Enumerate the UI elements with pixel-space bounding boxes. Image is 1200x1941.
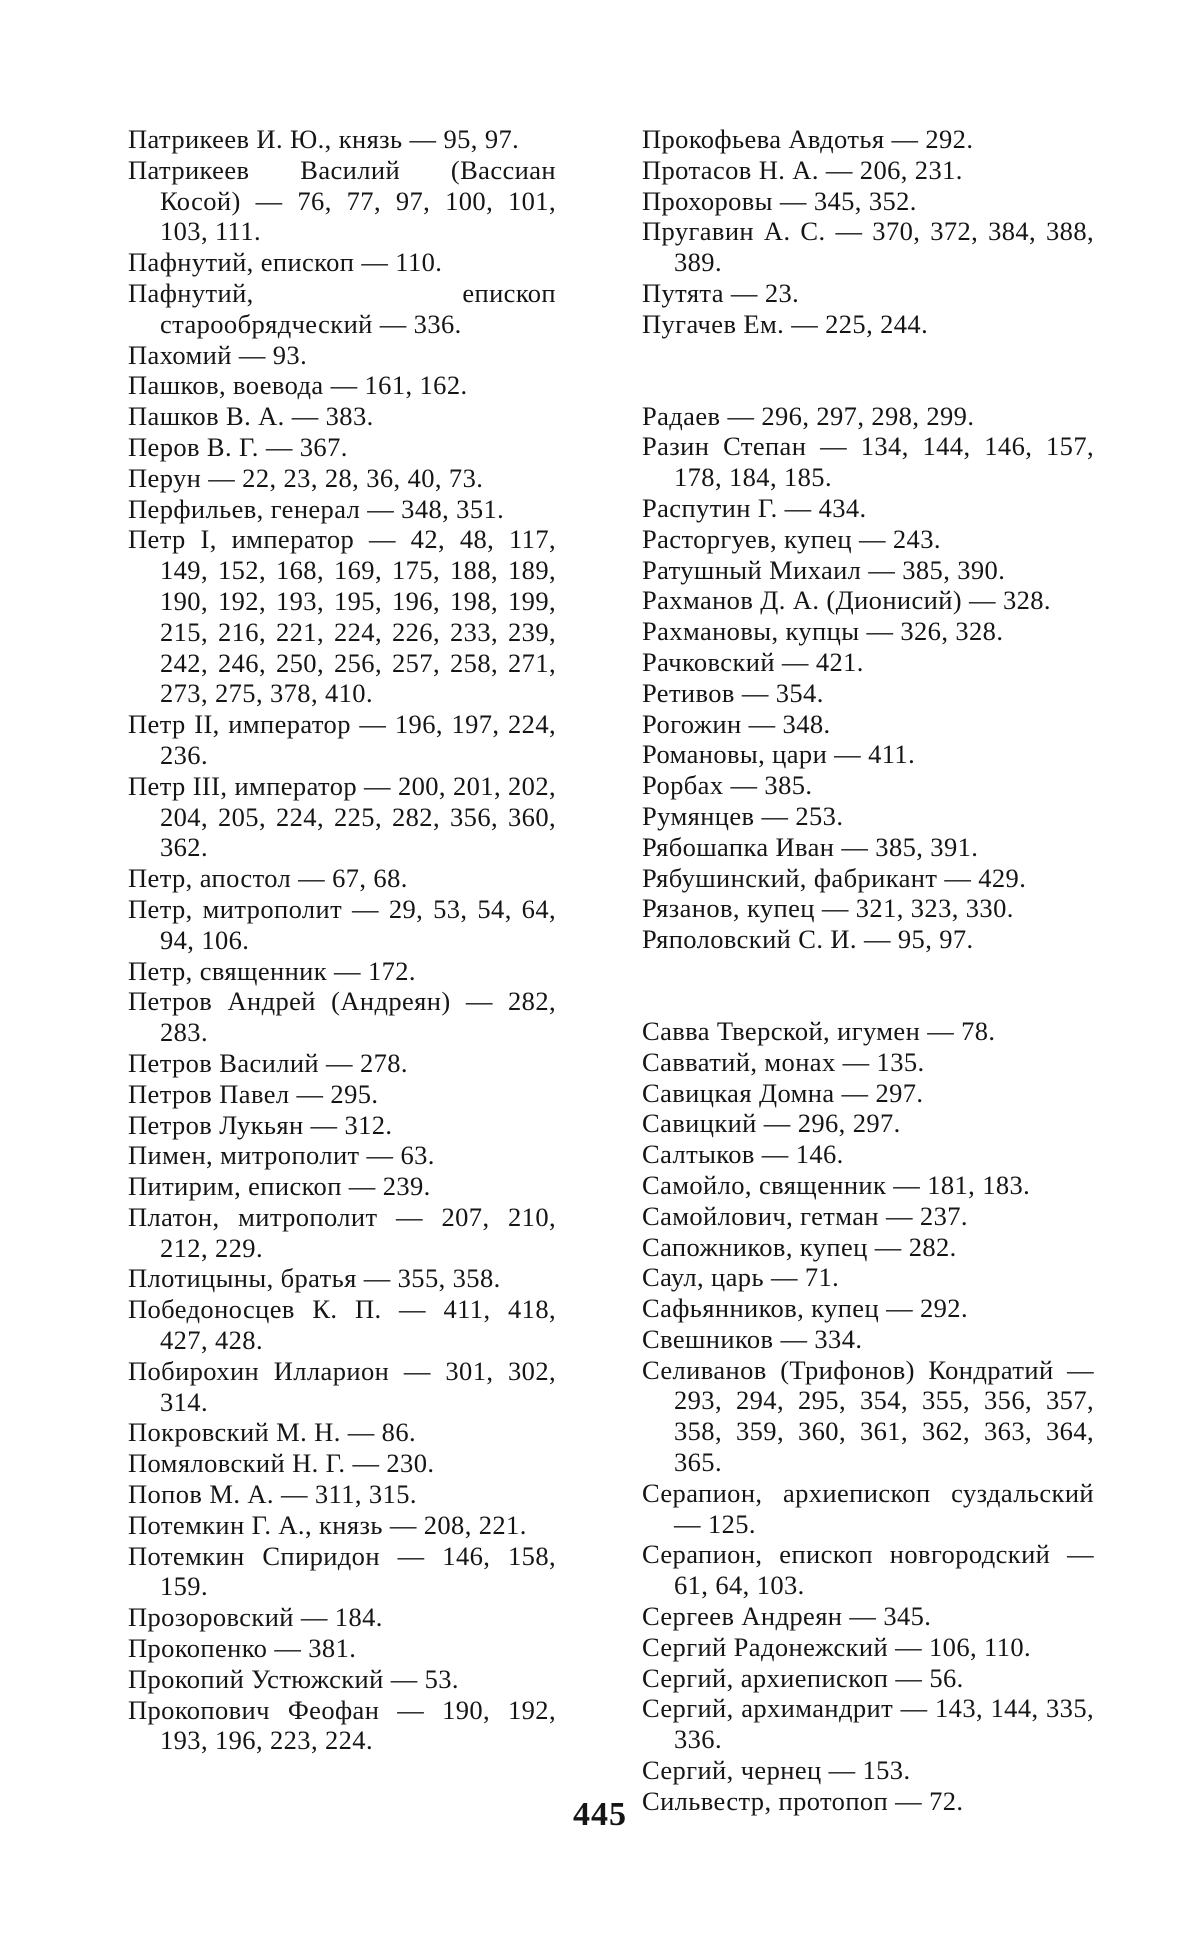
group-spacer	[642, 955, 1094, 1016]
index-entry: Сергий, архимандрит — 143, 144, 335, 336.	[642, 1693, 1094, 1755]
index-group-pr	[642, 124, 1094, 340]
index-entry: Сергий, чернец — 153.	[642, 1755, 911, 1786]
index-entry: Сергеев Андреян — 345.	[642, 1601, 932, 1632]
index-entry: Серапион, архиепископ суздальский — 125.	[642, 1477, 1094, 1539]
index-entry: Путята — 23.	[642, 277, 800, 308]
index-entry: Петров Василий — 278.	[128, 1047, 408, 1078]
index-entry: Пашков, воевода — 161, 162.	[128, 370, 468, 401]
index-entry: Разин Степан — 134, 144, 146, 157, 178, 184, 185.	[642, 431, 1094, 493]
index-entry: Прокопович Феофан — 190, 192, 193, 196, 223, 224.	[128, 1694, 556, 1756]
index-entry: Радаев — 296, 297, 298, 299.	[642, 400, 975, 431]
index-entry: Рахмановы, купцы — 326, 328.	[642, 616, 1004, 647]
index-entry: Петров Андрей (Андреян) — 282, 283.	[128, 986, 556, 1048]
index-entry: Патрикеев И. Ю., князь — 95, 97.	[128, 124, 520, 154]
index-entry: Пафнутий, епископ — 110.	[128, 247, 443, 278]
index-entry: Рябошапка Иван — 385, 391.	[642, 831, 979, 862]
index-entry: Распутин Г. — 434.	[642, 492, 867, 523]
index-entry: Петр, митрополит — 29, 53, 54, 64, 94, 106.	[128, 893, 556, 955]
index-entry: Пимен, митрополит — 63.	[128, 1140, 435, 1171]
index-entry: Румянцев — 253.	[642, 800, 844, 831]
index-entry: Пругавин А. С. — 370, 372, 384, 388, 389.	[642, 216, 1094, 278]
index-entry: Сафьянников, купец — 292.	[642, 1293, 968, 1324]
index-column-right	[642, 124, 1094, 1817]
index-entry: Прокопенко — 381.	[128, 1633, 357, 1664]
index-entry: Самойлович, гетман — 237.	[642, 1200, 968, 1231]
index-entry: Патрикеев Василий (Вассиан Косой) — 76, 77, 97, 100, 101, 103, 111.	[128, 154, 556, 247]
index-group-s	[642, 1016, 1094, 1817]
index-entry: Серапион, епископ новгородский — 61, 64, 103.	[642, 1539, 1094, 1601]
index-entry: Петр III, император — 200, 201, 202, 204, 205, 224, 225, 282, 356, 360, 362.	[128, 770, 556, 863]
index-entry: Петр, священник — 172.	[128, 955, 416, 986]
index-entry: Рязанов, купец — 321, 323, 330.	[642, 893, 1014, 924]
index-entry: Прокофьева Авдотья — 292.	[642, 124, 974, 154]
index-entry: Савицкая Домна — 297.	[642, 1077, 924, 1108]
index-entry: Платон, митрополит — 207, 210, 212, 229.	[128, 1201, 556, 1263]
index-entry: Свешников — 334.	[642, 1323, 863, 1354]
page-number: 445	[573, 1796, 627, 1833]
index-entry: Ратушный Михаил — 385, 390.	[642, 554, 1006, 585]
index-entry: Самойло, священник — 181, 183.	[642, 1169, 1031, 1200]
index-entry: Сергий Радонежский — 106, 110.	[642, 1631, 1032, 1662]
index-entry: Пугачев Ем. — 225, 244.	[642, 308, 929, 339]
index-entry: Савватий, монах — 135.	[642, 1046, 925, 1077]
index-entry: Рорбах — 385.	[642, 770, 813, 801]
index-entry: Расторгуев, купец — 243.	[642, 523, 941, 554]
index-column-left	[128, 124, 556, 1756]
index-entry: Саул, царь — 71.	[642, 1262, 840, 1293]
index-entry: Прохоровы — 345, 352.	[642, 185, 917, 216]
index-entry: Сапожников, купец — 282.	[642, 1231, 957, 1262]
index-entry: Сергий, архиепископ — 56.	[642, 1662, 964, 1693]
index-entry: Савва Тверской, игумен — 78.	[642, 1015, 996, 1046]
index-entry: Прокопий Устюжский — 53.	[128, 1663, 459, 1694]
index-entry: Победоносцев К. П. — 411, 418, 427, 428.	[128, 1294, 556, 1356]
index-entry: Петр, апостол — 67, 68.	[128, 863, 408, 894]
index-entry: Попов М. А. — 311, 315.	[128, 1479, 417, 1510]
index-entry: Помяловский Н. Г. — 230.	[128, 1448, 435, 1479]
index-entry: Пахомий — 93.	[128, 339, 308, 370]
index-group-r	[642, 401, 1094, 955]
index-entry: Петров Павел — 295.	[128, 1078, 379, 1109]
index-entry: Рябушинский, фабрикант — 429.	[642, 862, 1027, 893]
index-entry: Рачковский — 421.	[642, 646, 864, 677]
index-entry: Петров Лукьян — 312.	[128, 1109, 393, 1140]
index-entry: Рахманов Д. А. (Дионисий) — 328.	[642, 585, 1051, 616]
index-entry: Покровский М. Н. — 86.	[128, 1417, 416, 1448]
index-entry: Ретивов — 354.	[642, 677, 824, 708]
index-entry: Селиванов (Трифонов) Кондратий — 293, 294, 295, 354, 355, 356, 357, 358, 359, 360, 361, 362, 363, 364, 365.	[642, 1354, 1094, 1478]
index-entry: Рогожин — 348.	[642, 708, 831, 739]
index-entry: Потемкин Спиридон — 146, 158, 159.	[128, 1540, 556, 1602]
index-entry: Пафнутий, епископ старообрядческий — 336.	[128, 277, 556, 339]
index-entry: Протасов Н. А. — 206, 231.	[642, 154, 963, 185]
index-entry: Пашков В. А. — 383.	[128, 401, 374, 432]
index-entry: Побирохин Илларион — 301, 302, 314.	[128, 1355, 556, 1417]
index-entry: Сильвестр, протопоп — 72.	[642, 1785, 964, 1816]
index-entry: Перов В. Г. — 367.	[128, 431, 348, 462]
index-entry: Плотицыны, братья — 355, 358.	[128, 1263, 501, 1294]
index-entry: Петр II, император — 196, 197, 224, 236.	[128, 709, 556, 770]
index-entry: Романовы, цари — 411.	[642, 739, 916, 770]
index-entry: Питирим, епископ — 239.	[128, 1171, 431, 1202]
group-spacer	[642, 340, 1094, 401]
index-entry: Перфильев, генерал — 348, 351.	[128, 493, 505, 524]
index-entry: Перун — 22, 23, 28, 36, 40, 73.	[128, 462, 484, 493]
index-entry: Савицкий — 296, 297.	[642, 1108, 901, 1139]
index-entry: Потемкин Г. А., князь — 208, 221.	[128, 1509, 527, 1540]
index-entry: Ряполовский С. И. — 95, 97.	[642, 924, 974, 955]
index-entry: Петр I, император — 42, 48, 117, 149, 152, 168, 169, 175, 188, 189, 190, 192, 193, 195, 196, 198, 199, 215, 216, 221, 224, 226, 233, 239, 242, 246, 250, 256, 257, 258, 271, 273, 275, 378, 410.	[128, 524, 556, 709]
index-entry: Салтыков — 146.	[642, 1139, 844, 1170]
index-entry: Прозоровский — 184.	[128, 1602, 383, 1633]
